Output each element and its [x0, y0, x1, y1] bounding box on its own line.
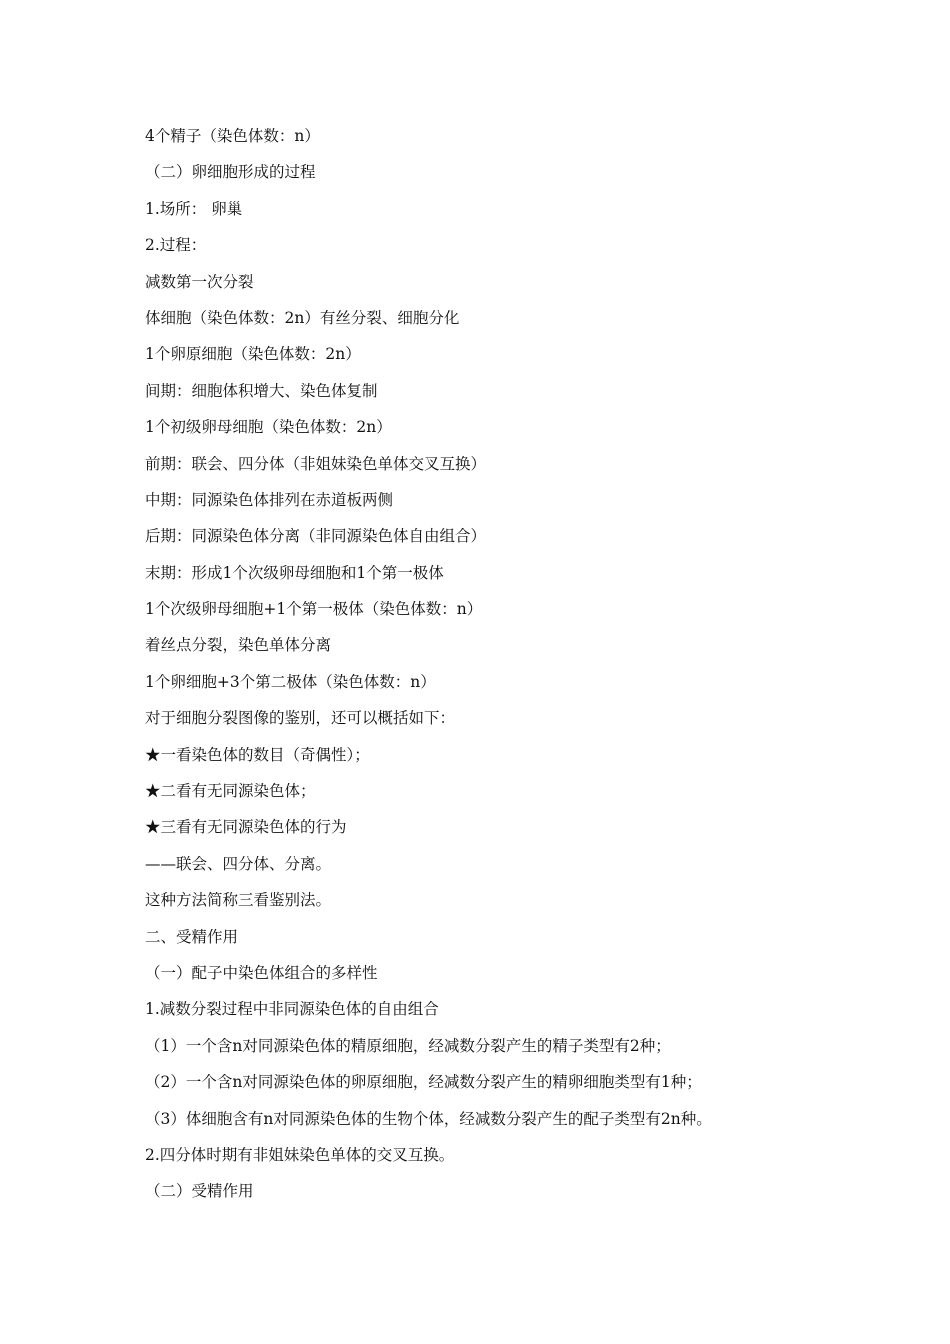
text-line: 间期：细胞体积增大、染色体复制: [145, 381, 378, 400]
text-line: 2.过程：: [145, 236, 207, 255]
text-line: 末期：形成1个次级卵母细胞和1个第一极体: [145, 563, 444, 582]
document-body: [145, 124, 845, 1216]
section-heading: （二）受精作用: [145, 1182, 254, 1201]
text-line: 前期：联会、四分体（非姐妹染色单体交叉互换）: [145, 454, 487, 473]
bullet-line: ★三看有无同源染色体的行为: [145, 818, 347, 837]
text-line: 体细胞（染色体数：2n）有丝分裂、细胞分化: [145, 308, 460, 327]
text-line: 1个卵原细胞（染色体数：2n）: [145, 345, 361, 364]
text-line: 中期：同源染色体排列在赤道板两侧: [145, 490, 394, 509]
text-line: 1.场所： 卵巢: [145, 199, 243, 218]
text-line: 2.四分体时期有非姐妹染色单体的交叉互换。: [145, 1145, 455, 1164]
text-line: 1个次级卵母细胞+1个第一极体（染色体数：n）: [145, 600, 483, 619]
section-heading: （一）配子中染色体组合的多样性: [145, 963, 378, 982]
bullet-line: ★一看染色体的数目（奇偶性）；: [145, 745, 370, 764]
text-line: 4个精子（染色体数：n）: [145, 127, 320, 145]
text-line: 减数第一次分裂: [145, 272, 254, 291]
text-line: （3）体细胞含有n对同源染色体的生物个体，经减数分裂产生的配子类型有2n种。: [145, 1109, 712, 1128]
text-line: （2）一个含n对同源染色体的卵原细胞，经减数分裂产生的精卵细胞类型有1种；: [145, 1073, 702, 1092]
section-heading: （二）卵细胞形成的过程: [145, 163, 316, 182]
text-line: 1个初级卵母细胞（染色体数：2n）: [145, 418, 392, 437]
text-line: ——联会、四分体、分离。: [145, 854, 332, 873]
text-line: 这种方法简称三看鉴别法。: [145, 891, 332, 910]
text-line: 对于细胞分裂图像的鉴别，还可以概括如下：: [145, 709, 456, 728]
section-heading: 二、受精作用: [145, 927, 239, 946]
bullet-line: ★二看有无同源染色体；: [145, 782, 316, 801]
text-line: （1）一个含n对同源染色体的精原细胞，经减数分裂产生的精子类型有2种；: [145, 1036, 671, 1055]
text-line: 着丝点分裂，染色单体分离: [145, 636, 332, 655]
text-line: 1个卵细胞+3个第二极体（染色体数：n）: [145, 672, 436, 691]
text-line: 后期：同源染色体分离（非同源染色体自由组合）: [145, 527, 487, 546]
text-line: 1.减数分裂过程中非同源染色体的自由组合: [145, 1000, 439, 1019]
